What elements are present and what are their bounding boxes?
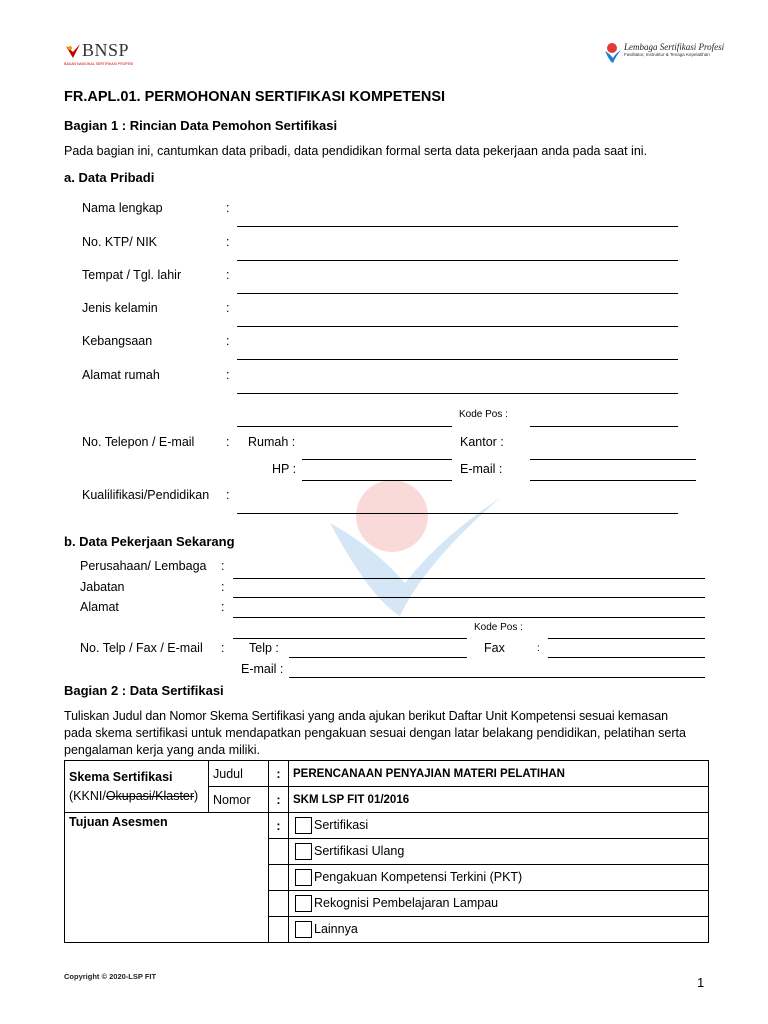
colon: : (226, 435, 230, 449)
label-jabatan: Jabatan (80, 580, 125, 594)
colon: : (537, 643, 540, 654)
lsp-logo-title: Lembaga Sertifikasi Profesi (624, 42, 725, 52)
lsp-logo (604, 42, 724, 64)
table-row (65, 761, 709, 787)
input-line-ktp[interactable] (237, 260, 678, 261)
colon: : (269, 761, 289, 787)
colon: : (226, 201, 230, 215)
tujuan-asesmen-label: Tujuan Asesmen (69, 815, 168, 829)
label-kebangsaan: Kebangsaan (82, 334, 153, 348)
colon: : (226, 368, 230, 382)
lsp-emblem-icon (604, 42, 622, 64)
table-row (65, 813, 709, 839)
label-ttl: Tempat / Tgl. lahir (82, 268, 182, 282)
label-nama: Nama lengkap (82, 201, 163, 215)
input-line-alamat[interactable] (237, 393, 678, 394)
input-line-email[interactable] (530, 480, 696, 481)
checkbox[interactable] (295, 895, 312, 912)
nomor-label: Nomor (209, 787, 269, 813)
option-label: Pengakuan Kompetensi Terkini (PKT) (314, 869, 523, 884)
input-line-jabatan[interactable] (233, 597, 705, 598)
checkbox[interactable] (295, 869, 312, 886)
label-kantor: Kantor : (460, 435, 504, 449)
kkni-close: ) (194, 788, 199, 803)
blank-cell (269, 891, 289, 917)
input-line-work-email[interactable] (289, 677, 705, 678)
option-label: Rekognisi Pembelajaran Lampau (314, 895, 499, 910)
option-sertifikasi-ulang[interactable] (289, 839, 709, 865)
input-line-ttl[interactable] (237, 293, 678, 294)
option-label: Sertifikasi Ulang (314, 843, 405, 858)
colon: : (221, 641, 225, 655)
part2-intro-line2: pada skema sertifikasi untuk mendapatkan pengakuan sesuai dengan latar belakang pendidikan, pelatihan serta (64, 726, 686, 740)
input-line-kualifikasi[interactable] (237, 513, 678, 514)
bnsp-logo-subtitle: BADAN NASIONAL SERTIFIKASI PROFESI (64, 62, 134, 66)
input-line-alamat-kantor-2[interactable] (233, 638, 467, 639)
judul-value: PERENCANAAN PENYAJIAN MATERI PELATIHAN (289, 761, 709, 787)
option-sertifikasi[interactable] (289, 813, 709, 839)
section-a-heading: a. Data Pribadi (64, 170, 155, 185)
colon: : (221, 580, 225, 594)
input-line-rumah[interactable] (302, 459, 452, 460)
colon: : (226, 301, 230, 315)
input-line-hp[interactable] (302, 480, 452, 481)
part2-heading: Bagian 2 : Data Sertifikasi (64, 683, 224, 698)
input-line-kode-pos-kantor[interactable] (548, 638, 705, 639)
input-line-nama[interactable] (237, 226, 678, 227)
input-line-telp[interactable] (289, 657, 467, 658)
option-lainnya[interactable] (289, 917, 709, 943)
bnsp-emblem-icon (64, 42, 82, 60)
part2-intro-line3: pengalaman kerja yang anda miliki. (64, 743, 260, 757)
label-telp-fax-email: No. Telp / Fax / E-mail (80, 641, 203, 655)
bnsp-logo (64, 40, 134, 66)
colon: : (226, 334, 230, 348)
input-line-fax[interactable] (548, 657, 705, 658)
input-line-alamat-kantor[interactable] (233, 617, 705, 618)
input-line-alamat-2[interactable] (237, 426, 452, 427)
footer-copyright: Copyright © 2020-LSP FIT (64, 972, 157, 981)
label-kode-pos: Kode Pos : (459, 409, 508, 420)
label-kode-pos-kantor: Kode Pos : (474, 622, 523, 633)
label-telepon-email: No. Telepon / E-mail (82, 435, 195, 449)
okupasi-klaster-strikethrough: Okupasi/Klaster (105, 788, 195, 803)
label-hp: HP : (272, 462, 297, 476)
colon: : (226, 268, 230, 282)
colon: : (221, 559, 225, 573)
option-label: Lainnya (314, 921, 358, 936)
skema-label: Skema Sertifikasi (69, 769, 173, 784)
section-b-heading: b. Data Pekerjaan Sekarang (64, 534, 235, 549)
label-ktp: No. KTP/ NIK (82, 235, 158, 249)
judul-label: Judul (209, 761, 269, 787)
skema-table (64, 760, 709, 943)
label-work-email: E-mail : (241, 662, 284, 676)
part1-heading: Bagian 1 : Rincian Data Pemohon Sertifikasi (64, 118, 338, 133)
input-line-kantor[interactable] (530, 459, 696, 460)
blank-cell (269, 865, 289, 891)
blank-cell (269, 839, 289, 865)
input-line-kebangsaan[interactable] (237, 359, 678, 360)
label-jenis-kelamin: Jenis kelamin (82, 301, 158, 315)
label-email: E-mail : (460, 462, 503, 476)
checkbox[interactable] (295, 817, 312, 834)
document-title: FR.APL.01. PERMOHONAN SERTIFIKASI KOMPETENSI (64, 89, 446, 105)
input-line-kode-pos[interactable] (530, 426, 678, 427)
input-line-jenis-kelamin[interactable] (237, 326, 678, 327)
label-telp: Telp : (249, 641, 279, 655)
part2-intro-line1: Tuliskan Judul dan Nomor Skema Sertifikasi yang anda ajukan berikut Daftar Unit Kompetensi sesuai kemasan (64, 709, 668, 723)
blank-cell (269, 917, 289, 943)
colon: : (226, 235, 230, 249)
checkbox[interactable] (295, 843, 312, 860)
kkni-open: (KKNI/ (69, 788, 106, 803)
colon: : (269, 787, 289, 813)
nomor-value: SKM LSP FIT 01/2016 (289, 787, 709, 813)
input-line-perusahaan[interactable] (233, 578, 705, 579)
colon: : (269, 813, 289, 839)
part1-intro: Pada bagian ini, cantumkan data pribadi, data pendidikan formal serta data pekerjaan anda pada saat ini. (64, 144, 648, 158)
colon: : (221, 600, 225, 614)
lsp-logo-subtitle: Fasilitator, Instruktur & Tenaga Kepelatihan (624, 52, 710, 57)
label-fax: Fax (484, 641, 505, 655)
skema-label-cell (65, 761, 209, 813)
page-number: 1 (697, 975, 705, 990)
bnsp-logo-text: BNSP (82, 40, 130, 60)
label-perusahaan: Perusahaan/ Lembaga (80, 559, 207, 573)
label-rumah: Rumah : (248, 435, 296, 449)
label-alamat-rumah: Alamat rumah (82, 368, 160, 382)
option-pkt[interactable] (289, 865, 709, 891)
label-kualifikasi: Kualilifikasi/Pendidikan (82, 488, 210, 502)
tujuan-label-cell (65, 813, 269, 943)
label-alamat-kantor: Alamat (80, 600, 119, 614)
option-label: Sertifikasi (314, 817, 369, 832)
checkbox[interactable] (295, 921, 312, 938)
option-rpl[interactable] (289, 891, 709, 917)
colon: : (226, 488, 230, 502)
